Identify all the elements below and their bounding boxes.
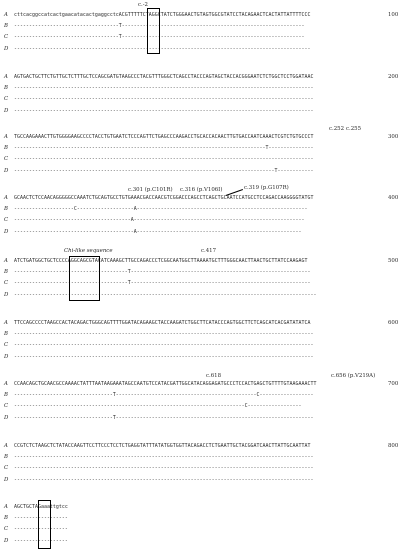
- sequence-label: D: [4, 291, 9, 298]
- sequence-label: B: [4, 269, 8, 276]
- sequence-text: ---------------------------------T------------------------------------------------------------------: [14, 414, 314, 421]
- sequence-text: ------------------: [14, 537, 68, 544]
- mutation-annotation: c.656 (p.V219A): [331, 373, 376, 379]
- sequence-label: D: [4, 353, 9, 360]
- sequence-row: [0, 537, 408, 545]
- sequence-row: [0, 380, 408, 388]
- sequence-row: [0, 155, 408, 163]
- sequence-row: [0, 33, 408, 41]
- sequence-text: --------------------------------------T------------------------------------------------------------: [14, 280, 311, 287]
- sequence-row: [0, 22, 408, 30]
- sequence-row: [0, 414, 408, 422]
- sequence-row: [0, 84, 408, 92]
- position-number: 600: [388, 320, 399, 326]
- sequence-label: B: [4, 206, 8, 213]
- sequence-label: B: [4, 23, 8, 30]
- sequence-label: B: [4, 331, 8, 338]
- sequence-label: A: [4, 258, 8, 264]
- sequence-row: [0, 257, 408, 265]
- sequence-text: --------------------C-------------------A---------------------------------------------------------: [14, 206, 308, 213]
- sequence-label: B: [4, 85, 8, 92]
- sequence-text: ------------------: [14, 526, 68, 533]
- position-number: 200: [388, 74, 399, 80]
- sequence-row: [0, 279, 408, 287]
- sequence-row: [0, 330, 408, 338]
- chi-like-box: [69, 256, 100, 301]
- sequence-label: A: [4, 74, 8, 80]
- position-number: 300: [388, 134, 399, 140]
- sequence-row: [0, 205, 408, 213]
- sequence-text: ----------------------------------------------------------------------------------------------------: [14, 96, 314, 103]
- position-number: 700: [388, 381, 399, 387]
- sequence-text: -----------------------------------------------------------------------------------------------------: [14, 291, 317, 298]
- sequence-label: D: [4, 228, 9, 235]
- sequence-text: --------------------------------------T------------------------------------------------------------: [14, 269, 311, 276]
- sequence-label: C: [4, 465, 9, 472]
- sequence-label: D: [4, 476, 9, 483]
- sequence-label: A: [4, 504, 8, 510]
- mutation-annotation: c.-2: [138, 2, 148, 8]
- sequence-label: B: [4, 454, 8, 461]
- position-number: 100: [388, 12, 399, 18]
- sequence-row: [0, 167, 408, 175]
- sequence-label: C: [4, 342, 9, 349]
- sequence-label: B: [4, 515, 8, 522]
- sequence-label: D: [4, 45, 9, 52]
- mutation-annotation: c.319 (p.G107R): [244, 185, 289, 191]
- sequence-text: -----------------------------------T-------------------------------------------------------------: [14, 23, 305, 30]
- sequence-text: -----------------------------------T-------------------------------------------------------------: [14, 34, 305, 41]
- sequence-text: ---------------------------------T-----------------------------------------------C------------------: [14, 392, 314, 399]
- sequence-text: ----------------------------------------------------------------------------------------------------: [14, 353, 314, 360]
- sequence-row: [0, 391, 408, 399]
- sequence-row: [0, 228, 408, 236]
- sequence-text: TTCCAGCCCCTAAGCCACTACAGACTGGGCAGTTTTGGATACAGAAGCTACCAAGATCTGGCTTCATACCCAGTGGCTTCTCAGCATCACGATATATCA: [14, 320, 311, 326]
- stop-codon-box: [38, 500, 51, 549]
- sequence-text: ----------------------------------------------------------------------------------------------------: [14, 454, 314, 461]
- sequence-text: AGCTGCTAGaaattgtcc: [14, 504, 68, 510]
- sequence-text: ----------------------------------------------------------------------------------------------------: [14, 342, 314, 349]
- sequence-row: [0, 442, 408, 450]
- sequence-label: A: [4, 320, 8, 326]
- sequence-row: [0, 194, 408, 202]
- sequence-row: [0, 45, 408, 53]
- sequence-text: ----------------------------------------------------------------------------------------------------: [14, 465, 314, 472]
- sequence-text: ------------------------------------------------------------------------------------T---------------: [14, 145, 314, 152]
- sequence-row: [0, 107, 408, 115]
- sequence-row: [0, 95, 408, 103]
- sequence-text: ---------------------------------------------------------------------------------------T------------: [14, 167, 314, 174]
- sequence-row: [0, 353, 408, 361]
- sequence-text: AGTGACTGCTTCTGTTGCTCTTTGCTCCAGCGATGTAAGCCCTACGTTTGGGCTCAGCCTACCCAGTAGCTACCACGGGAATCTCTGGCTCCTGGATAAC: [14, 74, 314, 80]
- mutation-annotation: c.618: [206, 373, 222, 379]
- sequence-row: [0, 11, 408, 19]
- sequence-text: ----------------------------------------------------------------------------------------------------: [14, 107, 314, 114]
- sequence-text: ATCTGATGGCTGCTCCCCAGGCAGCGTACATCAAAGCTTGCCAGACCCTCGGCAATGGCTTAAAATGCTTTGGGCAACTTAACTGCTTATCCAAGAGT: [14, 258, 308, 264]
- sequence-text: CCAACAGCTGCAACGCCAAAACTATTTAATAAGAAATAGCCAATGTCCATACGATTGGCATACAGGAGATGCCCTCCACTGAGCTGTTTTGTAAGAAACTT: [14, 381, 317, 387]
- mutation-annotation: c.252: [329, 126, 345, 132]
- mutation-annotation: c.417: [201, 248, 217, 254]
- sequence-label: C: [4, 96, 9, 103]
- sequence-row: [0, 514, 408, 522]
- sequence-text: ---------------------------------------------------------------------------------------------------: [14, 45, 311, 52]
- sequence-label: B: [4, 392, 8, 399]
- sequence-label: A: [4, 12, 8, 18]
- sequence-row: [0, 268, 408, 276]
- sequence-row: [0, 341, 408, 349]
- sequence-label: D: [4, 167, 9, 174]
- start-codon-box: [147, 8, 160, 54]
- sequence-label: C: [4, 280, 9, 287]
- mutation-annotation: c.316 (p.V106I): [180, 187, 223, 193]
- sequence-row: [0, 319, 408, 327]
- sequence-label: A: [4, 443, 8, 449]
- position-number: 800: [388, 443, 399, 449]
- sequence-label: D: [4, 537, 9, 544]
- sequence-label: C: [4, 217, 9, 224]
- sequence-text: ----------------------------------------------------------------------------------------------------: [14, 476, 314, 483]
- sequence-row: [0, 216, 408, 224]
- sequence-label: A: [4, 195, 8, 201]
- sequence-text: -----------------------------------------------------------------------------C------------------: [14, 403, 302, 410]
- sequence-row: [0, 73, 408, 81]
- sequence-text: CCGTCTCTAAGCTCTATACCAAGTTCCTTCCCTCCTCTGAGGTATTTATATGGTGGTTACAGACCTCTGAATTGCTACGGATCAACTTATTGCAATTAT: [14, 443, 311, 449]
- sequence-label: A: [4, 381, 8, 387]
- sequence-row: [0, 291, 408, 299]
- sequence-label: C: [4, 156, 9, 163]
- sequence-row: [0, 525, 408, 533]
- sequence-label: C: [4, 526, 9, 533]
- sequence-text: ----------------------------------------------------------------------------------------------------: [14, 85, 314, 92]
- sequence-row: [0, 464, 408, 472]
- sequence-row: [0, 144, 408, 152]
- sequence-text: ----------------------------------------------------------------------------------------------------: [14, 156, 314, 163]
- sequence-text: ----------------------------------------A-------------------------------------------------------: [14, 228, 302, 235]
- sequence-text: GCAACTCTCCAACAGGGGGCCAAATCTGCAGTGCCTGTGAAACGACCAACGTCGGACCCAGCCTCAGCTGCAATCCATGCCTCCAGACCAAGGGGTATGT: [14, 195, 314, 201]
- sequence-label: D: [4, 107, 9, 114]
- sequence-row: [0, 133, 408, 141]
- sequence-label: A: [4, 134, 8, 140]
- sequence-label: C: [4, 34, 9, 41]
- position-number: 500: [388, 258, 399, 264]
- sequence-text: ---------------------------------------A---------------------------------------------------------: [14, 217, 305, 224]
- sequence-row: [0, 503, 408, 511]
- mutation-annotation: c.301 (p.C101R): [128, 187, 173, 193]
- sequence-row: [0, 453, 408, 461]
- mutation-annotation: Chi-like sequence: [64, 248, 113, 254]
- sequence-label: C: [4, 403, 9, 410]
- sequence-row: [0, 402, 408, 410]
- sequence-label: B: [4, 145, 8, 152]
- sequence-text: ------------------: [14, 515, 68, 522]
- sequence-text: ----------------------------------------------------------------------------------------------------: [14, 331, 314, 338]
- sequence-row: [0, 476, 408, 484]
- sequence-label: D: [4, 414, 9, 421]
- sequence-text: TGCCAAGAAACTTGTGGGGAAGCCCCTACCTGTGAATCTCCCAGTTCTGAGCCCAAGACCTGCACCACAACTTGTGACCAATCAAACTCGTCTGTGCCCT: [14, 134, 314, 140]
- position-number: 400: [388, 195, 399, 201]
- mutation-annotation: c.255: [346, 126, 362, 132]
- sequence-text: cttcacggccatcactgaacatacactgaggcctcACGTTTTTCTAGGCTATCTGGGAACTGTAGTGGCGTATCCTACAGAACTCACTATTATTTTCCC: [14, 12, 311, 18]
